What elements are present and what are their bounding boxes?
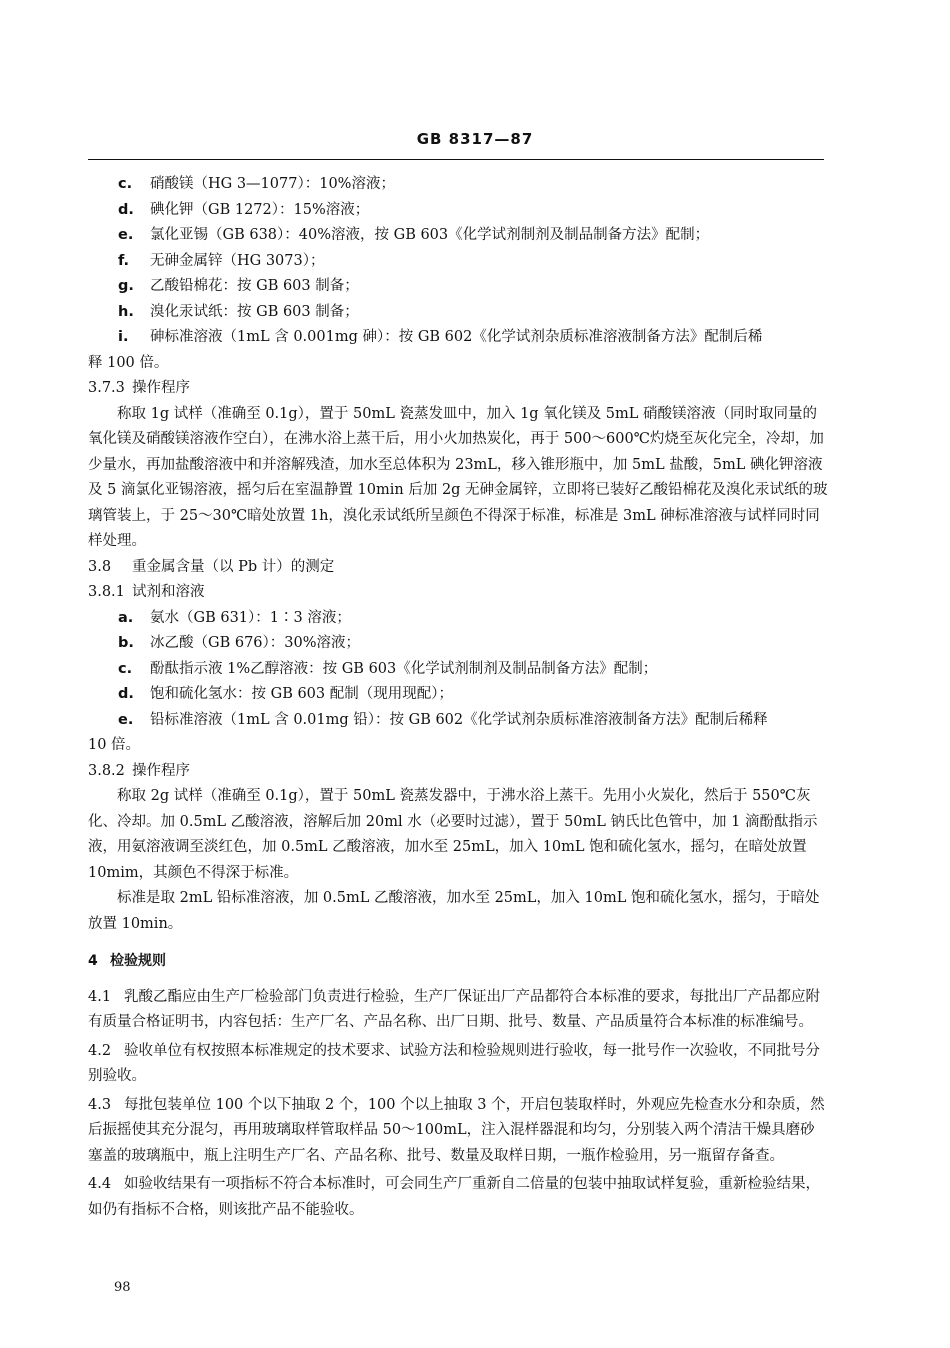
rule-number: 4.2 [88,1042,112,1059]
rule-number: 4.4 [88,1176,112,1192]
list-item [88,172,828,198]
list-item-label: a. [118,609,134,626]
list-item [88,300,828,326]
rule-text: 乳酸乙酯应由生产厂检验部门负责进行检验，生产厂保证出厂产品都符合本标准的要求，每批出厂产品都应附有质量合格证明书，内容包括：生产厂名、产品名称、出厂日期、批号、数量、产品质量符合本标准的标准编号。 [88,988,820,1030]
list-item [88,274,828,300]
list-item-label: f. [118,252,130,269]
list-item [88,606,828,632]
list-item-label: g. [118,278,134,294]
list-item-text: 硝酸镁（HG 3—1077）：10%溶液； [150,176,395,192]
list-item-label: d. [118,201,134,218]
list-item-label: d. [118,686,134,702]
list-item [88,682,828,708]
list-item-text: 溴化汞试纸：按 GB 603 制备； [150,303,359,320]
list-item-label: c. [118,660,133,677]
list-item-text: 饱和硫化氢水：按 GB 603 配制（现用现配）； [150,686,453,702]
list-item-continuation: 10 倍。 [88,737,141,753]
list-item [88,325,828,351]
list-item-text: 乙酸铅棉花：按 GB 603 制备； [150,278,359,294]
list-item-continuation: 释 100 倍。 [88,354,169,371]
rule-paragraph [88,985,828,1036]
list-item [88,657,828,683]
section-3-8-heading: 3.8 重金属含量（以 Pb 计）的测定 [88,558,335,575]
list-item [88,249,828,275]
rule-number: 4.3 [88,1096,112,1113]
list-item [88,631,828,657]
list-item-label: e. [118,711,134,728]
section-3-8-2-paragraph-2: 标准是取 2mL 铅标准溶液，加 0.5mL 乙酸溶液，加水至 25mL，加入 10mL 饱和硫化氢水，摇匀，于暗处放置 10min。 [88,890,820,932]
section-3-7-3-text: 称取 1g 试样（准确至 0.1g），置于 50mL 瓷蒸发皿中，加入 1g 氧化镁及 5mL 硝酸镁溶液（同时取同量的氧化镁及硝酸镁溶液作空白），在沸水浴上蒸干后，用小火加热炭化，再于 500～600℃灼烧至灰化完全，冷却，加少量水，再加盐酸溶液中和并溶解残渣，加水至总体积为 23mL，移入锥形瓶中，加 5mL 盐酸，5mL 碘化钾溶液及 5 滴氯化亚锡溶液，摇匀后在室温静置 10min 后加 2g 无砷金属锌，立即将已装好乙酸铅棉花及溴化汞试纸的玻璃管装上，于 25～30℃暗处放置 1h，溴化汞试纸所呈颜色不得深于标准，标准是 3mL 砷标准溶液与试样同时同样处理。 [88,405,828,549]
list-item-label: b. [118,635,134,651]
rule-text: 每批包装单位 100 个以下抽取 2 个，100 个以上抽取 3 个，开启包装取样时，外观应先检查水分和杂质，然后振摇使其充分混匀，再用玻璃取样管取样品 50～100mL，注入混样器混和均匀，分别装入两个清洁干燥具磨砂塞盖的玻璃瓶中，瓶上注明生产厂名、产品名称、批号、数量及取样日期，一瓶作检验用，另一瓶留存备查。 [88,1096,825,1164]
rule-paragraph [88,1039,828,1090]
rule-number: 4.1 [88,988,112,1005]
list-item-label: c. [118,176,133,192]
list-item-text: 氨水（GB 631）：1∶3 溶液； [150,609,351,626]
standard-code-header: GB 8317—87 [416,130,534,148]
section-3-7-3-heading: 3.7.3 操作程序 [88,380,190,396]
list-item-text: 氯化亚锡（GB 638）：40%溶液，按 GB 603《化学试剂制剂及制品制备方法》配制； [150,227,710,243]
list-item-text: 铅标准溶液（1mL 含 0.01mg 铅）：按 GB 602《化学试剂杂质标准溶液制备方法》配制后稀释 [150,711,768,728]
rule-text: 如验收结果有一项指标不符合本标准时，可会同生产厂重新自二倍量的包装中抽取试样复验，重新检验结果，如仍有指标不合格，则该批产品不能验收。 [88,1176,820,1218]
page-content [88,172,828,1226]
list-item [88,223,828,249]
page-number: 98 [114,1280,131,1295]
section-3-8-2-heading: 3.8.2 操作程序 [88,762,190,779]
list-item-label: h. [118,303,134,320]
reagent-list-a [88,172,828,376]
list-item-label: e. [118,227,134,243]
rule-paragraph [88,1172,828,1223]
list-item [88,708,828,734]
header-rule [88,159,824,160]
list-item-text: 冰乙酸（GB 676）：30%溶液； [150,635,361,651]
list-item-text: 酚酞指示液 1%乙醇溶液：按 GB 603《化学试剂制剂及制品制备方法》配制； [150,660,658,677]
list-item [88,198,828,224]
inspection-rules [88,985,828,1224]
rule-paragraph [88,1093,828,1170]
list-item-label: i. [118,329,129,345]
list-item-text: 碘化钾（GB 1272）：15%溶液； [150,201,370,218]
rule-text: 验收单位有权按照本标准规定的技术要求、试验方法和检验规则进行验收，每一批号作一次验收，不同批号分别验收。 [88,1042,820,1084]
list-item-text: 无砷金属锌（HG 3073）； [150,252,325,269]
section-3-8-1-heading: 3.8.1 试剂和溶液 [88,584,205,600]
reagent-list-b [88,606,828,759]
chapter-4-heading: 4 检验规则 [88,953,166,969]
list-item-text: 砷标准溶液（1mL 含 0.001mg 砷）：按 GB 602《化学试剂杂质标准溶液制备方法》配制后稀 [150,329,763,345]
section-3-8-2-paragraph-1: 称取 2g 试样（准确至 0.1g），置于 50mL 瓷蒸发器中，于沸水浴上蒸干。先用小火炭化，然后于 550℃灰化、冷却。加 0.5mL 乙酸溶液，溶解后加 20ml 水（必要时过滤），置于 50mL 钠氏比色管中，加 1 滴酚酞指示液，用氨溶液调至淡红色，加 0.5mL 乙酸溶液，加水至 25mL，加入 10mL 饱和硫化氢水，摇匀，在暗处放置 10mim，其颜色不得深于标准。 [88,788,818,881]
